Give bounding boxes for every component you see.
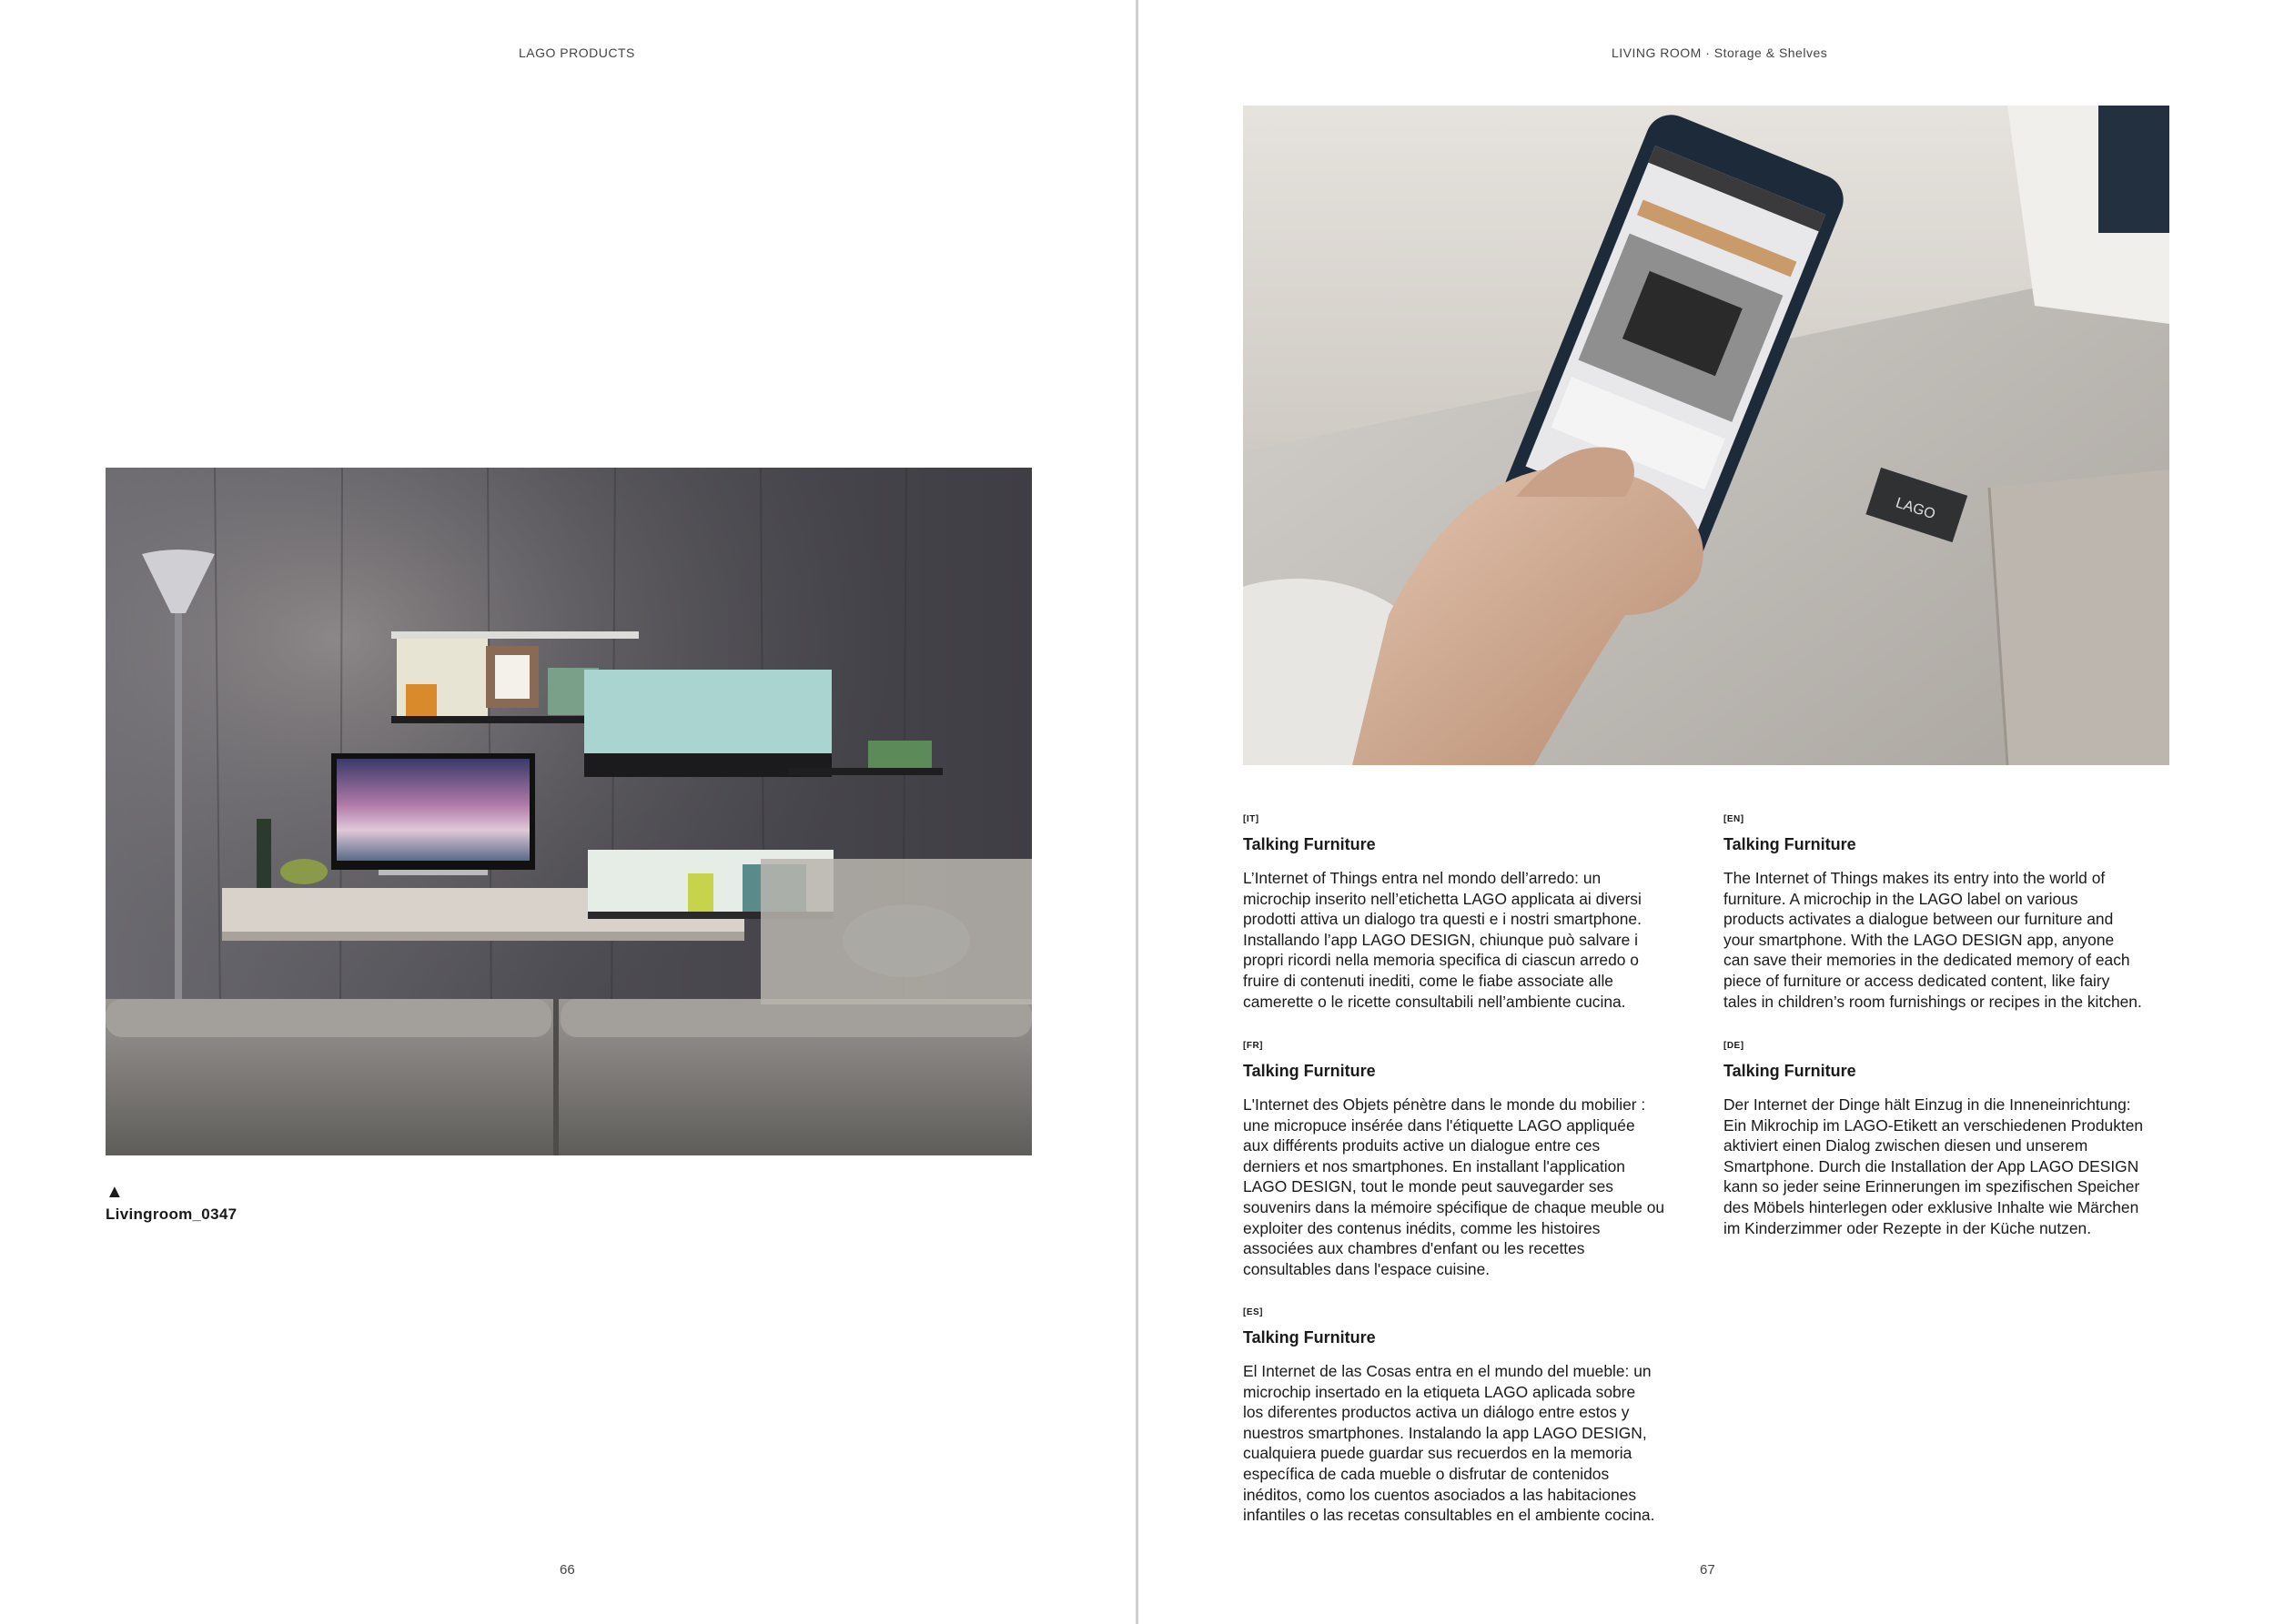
block-body: Der Internet der Dinge hält Einzug in die Inneneinrichtung: Ein Mikrochip im LAGO-Etikett an verschiedenen Produkten aktiviert einen Dialog zwischen diesen und unserem Smartphone. Durch die Installation der App LAGO DESIGN kann so jeder seine Erinnerungen im spezifischen Speicher des Möbels hinterlegen oder exklusive Inhalte wie Märchen im Kinderzimmer oder Rezepte in der Küche nutzen.: [1723, 1095, 2144, 1237]
running-head: LIVING ROOM · Storage & Shelves: [1612, 45, 1828, 60]
caption-marker-icon: ▲: [106, 1182, 124, 1202]
block-heading: Talking Furniture: [1243, 835, 1376, 853]
living-room-image: [106, 468, 1032, 1155]
text-block-fr: [1243, 1041, 1689, 1279]
block-body: The Internet of Things makes its entry into the world of furniture. A microchip in the LAGO label on various products activates a dialogue between our furniture and your smartphone. With the LAGO DESIGN app, anyone can save their memories in the dedicated memory of each piece of furniture or access dedicated content, like fairy tales in children’s room furnishings or recipes in the kitchen.: [1723, 869, 2142, 1011]
right-page: [1138, 0, 2274, 1624]
smartphone-image: [1243, 106, 2169, 765]
text-block-es: [1243, 1307, 1689, 1526]
lago-label-text: LAGO: [1894, 495, 1937, 523]
text-block-it: [1243, 814, 1689, 1012]
page-number: 67: [1700, 1562, 1715, 1578]
text-block-de: [1723, 1041, 2169, 1238]
living-room-photo: [106, 468, 1032, 1155]
language-tag: [EN]: [1723, 814, 1744, 824]
running-head: LAGO PRODUCTS: [519, 45, 635, 60]
block-body: L'Internet des Objets pénètre dans le monde du mobilier : une micropuce insérée dans l'étiquette LAGO appliquée aux différents produits active un dialogue entre ces derniers et nos smartphones. En installant l'application LAGO DESIGN, tout le monde peut sauvegarder ses souvenirs dans la mémoire spécifique de chaque meuble ou exploiter des contenus inédits, comme les histoires associées aux chambres d'enfant ou les recettes consultables dans l'espace cuisine.: [1243, 1095, 1665, 1278]
language-tag: [ES]: [1243, 1307, 1263, 1317]
block-body: L’Internet of Things entra nel mondo dell’arredo: un microchip inserito nell’etichetta LAGO applicata ai diversi prodotti attiva un dialogo tra questi e i nostri smartphone. Installando l’app LAGO DESIGN, chiunque può salvare i propri ricordi nella memoria specifica di ciascun arredo o fruire di contenuti inediti, come le fiabe associate alle camerette o le ricette consultabili nell’ambiente cucina.: [1243, 869, 1642, 1011]
block-heading: Talking Furniture: [1723, 835, 1856, 853]
text-block-en: [1723, 814, 2169, 1012]
language-tag: [FR]: [1243, 1041, 1263, 1051]
smartphone-photo: [1243, 106, 2169, 765]
image-caption: Livingroom_0347: [106, 1205, 238, 1223]
block-heading: Talking Furniture: [1243, 1062, 1376, 1080]
block-heading: Talking Furniture: [1243, 1328, 1376, 1347]
language-tag: [DE]: [1723, 1041, 1744, 1051]
block-body: El Internet de las Cosas entra en el mundo del mueble: un microchip insertado en la etiqueta LAGO aplicada sobre los diferentes productos activa un diálogo entre estos y nuestros smartphones. Instalando la app LAGO DESIGN, cualquiera puede guardar sus recuerdos en la memoria específica de cada mueble o disfrutar de contenidos inéditos, como los cuentos asociados a las habitaciones infantiles o las recetas consultables en el ambiente cocina.: [1243, 1362, 1655, 1525]
block-heading: Talking Furniture: [1723, 1062, 1856, 1080]
language-tag: [IT]: [1243, 814, 1259, 824]
page-number: 66: [560, 1562, 575, 1578]
